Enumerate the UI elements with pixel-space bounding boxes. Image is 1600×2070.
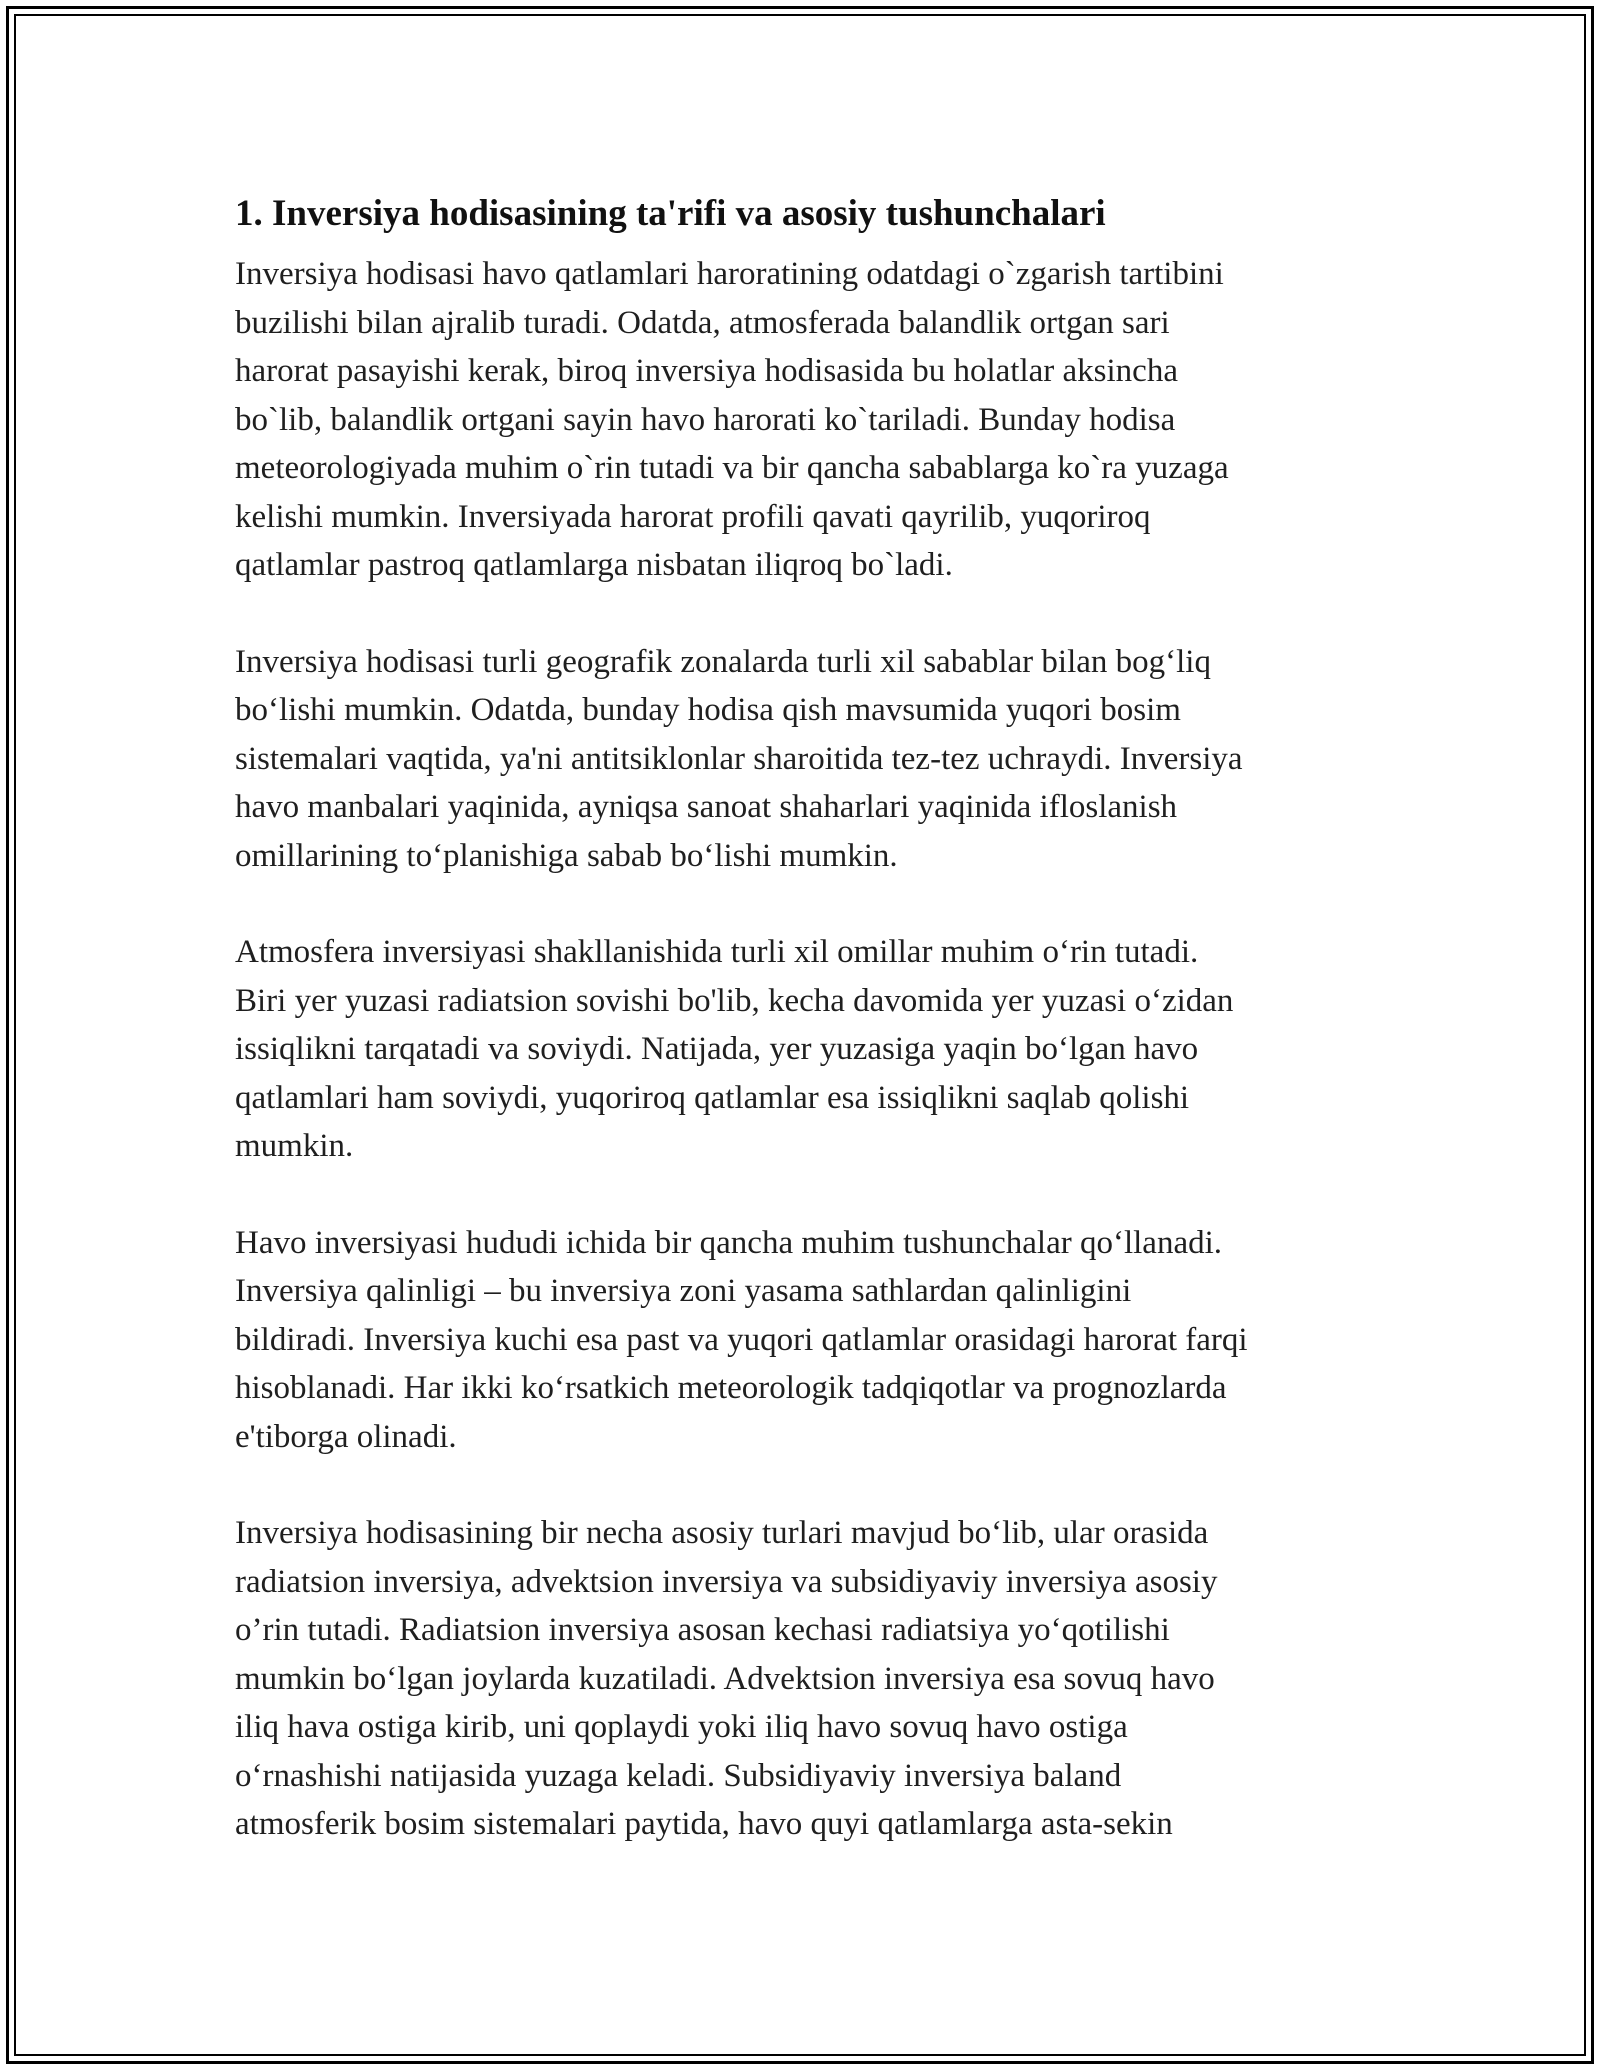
text-line: meteorologiyada muhim o`rin tutadi va bir qancha sabablarga ko`ra yuzaga [235, 450, 1229, 486]
paragraph [235, 638, 1370, 881]
document-body [235, 184, 1370, 1897]
text-line: buzilishi bilan ajralib turadi. Odatda, atmosferada balandlik ortgan sari [235, 304, 1170, 341]
text-line: bildiradi. Inversiya kuchi esa past va yuqori qatlamlar orasidagi harorat farqi [235, 1321, 1248, 1358]
paragraph [235, 1509, 1370, 1849]
paragraph [235, 928, 1370, 1171]
text-line: Biri yer yuzasi radiatsion sovishi bo'lib, kecha davomida yer yuzasi o‘zidan [235, 982, 1234, 1019]
text-line: mumkin. [235, 1128, 354, 1164]
text-line: o‘rnashishi natijasida yuzaga keladi. Subsidiyaviy inversiya baland [235, 1757, 1122, 1794]
text-line: radiatsion inversiya, advektsion inversiya va subsidiyaviy inversiya asosiy [235, 1563, 1218, 1600]
text-line: omillarining to‘planishiga sabab bo‘lishi mumkin. [235, 837, 898, 874]
text-line: iliq hava ostiga kirib, uni qoplaydi yoki iliq havo sovuq havo ostiga [235, 1709, 1128, 1745]
text-line: atmosferik bosim sistemalari paytida, havo quyi qatlamlarga asta-sekin [235, 1806, 1173, 1842]
text-line: e'tiborga olinadi. [235, 1418, 457, 1455]
text-line: Havo inversiyasi hududi ichida bir qancha muhim tushunchalar qo‘llanadi. [235, 1224, 1223, 1261]
text-line: issiqlikni tarqatadi va soviydi. Natijada, yer yuzasiga yaqin bo‘lgan havo [235, 1031, 1199, 1067]
text-line: Atmosfera inversiyasi shakllanishida turli xil omillar muhim o‘rin tutadi. [235, 934, 1199, 970]
paragraph [235, 1219, 1370, 1462]
text-line: Inversiya hodisasining bir necha asosiy turlari mavjud bo‘lib, ular orasida [235, 1515, 1209, 1551]
text-line: havo manbalari yaqinida, ayniqsa sanoat shaharlari yaqinida ifloslanish [235, 789, 1178, 825]
text-line: bo‘lishi mumkin. Odatda, bunday hodisa qish mavsumida yuqori bosim [235, 692, 1181, 728]
text-line: hisoblanadi. Har ikki ko‘rsatkich meteorologik tadqiqotlar va prognozlarda [235, 1370, 1227, 1406]
text-line: mumkin bo‘lgan joylarda kuzatiladi. Advektsion inversiya esa sovuq havo [235, 1660, 1215, 1697]
paragraph [235, 250, 1370, 590]
text-line: qatlamlari ham soviydi, yuqoriroq qatlamlar esa issiqlikni saqlab qolishi [235, 1079, 1190, 1116]
section-heading: 1. Inversiya hodisasining ta'rifi va asosiy tushunchalari [235, 193, 1106, 234]
text-line: qatlamlar pastroq qatlamlarga nisbatan iliqroq bo`ladi. [235, 547, 953, 583]
text-line: Inversiya qalinligi – bu inversiya zoni yasama sathlardan qalinligini [235, 1273, 1132, 1309]
paragraph-list [235, 250, 1370, 1849]
text-line: o’rin tutadi. Radiatsion inversiya asosan kechasi radiatsiya yo‘qotilishi [235, 1612, 1170, 1648]
text-line: Inversiya hodisasi havo qatlamlari haroratining odatdagi o`zgarish tartibini [235, 256, 1224, 292]
text-line: kelishi mumkin. Inversiyada harorat profili qavati qayrilib, yuqoriroq [235, 498, 1151, 535]
text-line: Inversiya hodisasi turli geografik zonalarda turli xil sabablar bilan bog‘liq [235, 643, 1211, 680]
text-line: bo`lib, balandlik ortgani sayin havo harorati ko`tariladi. Bunday hodisa [235, 401, 1176, 438]
text-line: sistemalari vaqtida, ya'ni antitsiklonlar sharoitida tez-tez uchraydi. Inversiya [235, 740, 1243, 777]
text-line: harorat pasayishi kerak, biroq inversiya hodisasida bu holatlar aksincha [235, 353, 1178, 389]
